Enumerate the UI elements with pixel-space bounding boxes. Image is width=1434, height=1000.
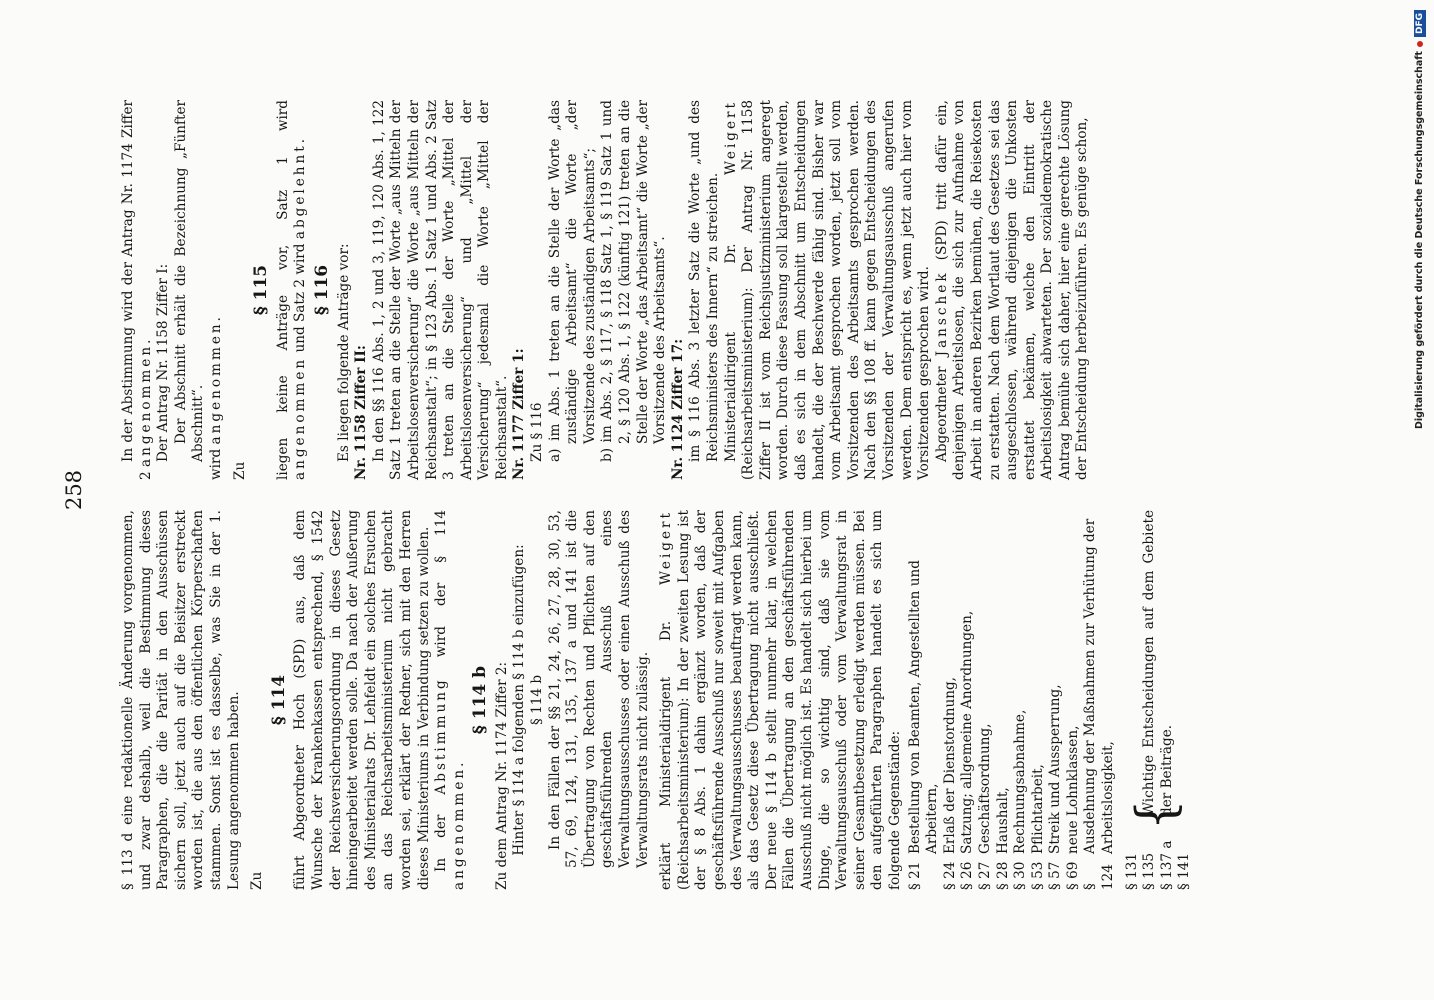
section-heading-114b: § 114 b: [470, 665, 491, 735]
paragraph: Es liegen folgende Anträge vor:: [335, 243, 352, 462]
page-number: 258: [62, 469, 86, 511]
dot-icon: [1417, 41, 1423, 47]
dfg-logo: DFG: [1414, 10, 1426, 37]
paragraph: Hinter § 114 a folgenden § 114 b einzufügen:: [511, 544, 528, 856]
paragraph: Der Antrag Nr. 1158 Ziffer I:: [155, 263, 172, 462]
list-item: b) im Abs. 2, § 117, § 118 Satz 1, § 119 Satz 1 und 2, § 120 Abs. 1, § 122 (künftig 121) treten an die Stelle der Worte „das Arbeitsamt“ die Worte „der Vorsitzende des Arbeitsamts“.: [599, 100, 669, 462]
motion-label: Nr. 1177 Ziffer 1:: [511, 348, 528, 480]
list-item: § 124 Ausdehnung der Maßnahmen zur Verhütung der Arbeitslosigkeit,: [1082, 518, 1117, 890]
section-heading-115: § 115: [251, 264, 272, 316]
brace-text: Wichtige Entscheidungen auf dem Gebiete der Beiträge.: [1141, 510, 1175, 816]
paragraph-vote: In der Abstimmung wird der § 114 angenommen.: [433, 510, 467, 890]
right-column: [120, 100, 1092, 480]
subheading: § 114 b: [529, 674, 546, 726]
list-item: § 57 Streik und Aussperrung,: [1047, 684, 1064, 890]
paragraph-list: [907, 510, 1118, 890]
section-heading-114: § 114: [268, 674, 289, 726]
paragraph: führt Abgeordneter Hoch (SPD) aus, daß dem Wunsche der Krankenkassen entsprechend, § 1542 der Reichsversicherungsordnung in dieses Gesetz hineingearbeitet werden solle. Da nach der Außerung des Ministerialrats Dr. Lehfeldt ein solches Ersuchen an das Reichsarbeitsministerium nicht gebracht worden sei, erklärt der Redner, sich mit den Herren dieses Ministeriums in Verbindung setzen zu wollen.: [292, 510, 432, 890]
quoted-paragraph: im § 116 Abs. 3 letzter Satz die Worte „und des Reichsministers des Innern“ zu streichen.: [687, 100, 721, 462]
curly-brace-icon: {: [1124, 799, 1187, 830]
zu-label: Zu: [249, 871, 266, 890]
brace-group: [1124, 510, 1194, 890]
left-column: [120, 510, 1194, 890]
quoted-paragraph: In den §§ 116 Abs. 1, 2 und 3, 119, 120 Abs. 1, 122 Satz 1 treten an die Stelle der Worte „aus Mitteln der Arbeitslosenversicherung“ die Worte „aus Mitteln der Reichsanstalt“; in § 123 Abs. 1 Satz 1 und Abs. 2 Satz 3 treten an die Stelle der Worte „Mittel der Arbeitslosenversicherung“ und „Mittel der Versicherung“ jedesmal die Worte „Mittel der Reichsanstalt“.: [370, 100, 510, 480]
list-item: § 69 neue Lohnklassen,: [1064, 725, 1081, 890]
motion-label: Nr. 1124 Ziffer 17:: [669, 338, 686, 480]
list-item: a) im Abs. 1 treten an die Stelle der Worte „das zuständige Arbeitsamt“ die Worte „der Vorsitzende des zuständigen Arbeitsamts“;: [546, 100, 598, 462]
paragraph: Zu dem Antrag Nr. 1174 Ziffer 2:: [493, 661, 510, 890]
paragraph-weigert: Ministerialdirigent Dr. Weigert (Reichsarbeitsministerium): Der Antrag Nr. 1158 Ziffer II ist vom Reichsjustizministerium angeregt worden. Durch diese Fassung soll klargestellt werden, daß es sich in dem Abschnitt um Entscheidungen handelt, die der Beschwerde fähig sind. Bisher war vom Arbeitsamt gesprochen worden, jetzt soll vom Vorsitzenden des Arbeitsamts gesprochen werden. Nach den §§ 108 ff. kann gegen Entscheidungen des Vorsitzenden der Verwaltungsausschuß angerufen werden. Dem entspricht es, wenn jetzt auch hier vom Vorsitzenden gesprochen wird.: [722, 100, 933, 480]
paragraph-vote: wird angenommen.: [207, 314, 224, 480]
section-heading-116: § 116: [311, 264, 332, 316]
list-item: § 21 Bestellung von Beamten, Angestellten und Arbeitern,: [906, 560, 941, 890]
list-item: § 24 Erlaß der Dienstordnung,: [941, 677, 958, 890]
list-item: § 30 Rechnungsabnahme,: [1012, 709, 1029, 890]
credit-text: Digitalisierung gefördert durch die Deutsche Forschungsgemeinschaft: [1414, 51, 1425, 429]
list-item: § 27 Geschäftsordnung,: [976, 723, 993, 890]
brace-numbers: § 131 § 135 § 137 a § 141: [1123, 840, 1193, 890]
list-item: § 28 Haushalt,: [994, 787, 1011, 890]
paragraph-janschek: Abgeordneter Janschek (SPD) tritt dafür ein, denjenigen Arbeitslosen, die sich zur Aufnahme von Arbeit in anderen Bezirken bemühen, die Reisekosten zu erstatten. Nach dem Wortlaut des Gesetzes sei das ausgeschlossen, während diejenigen die Unkosten erstattet bekämen, welche den Eintritt der Arbeitslosigkeit abwarteten. Der sozialdemokratische Antrag bemühe sich daher, hier eine gerechte Lösung der Entscheidung herbeizuführen. Es genüge schon,: [933, 100, 1091, 480]
paragraph: Zu § 116: [529, 402, 546, 462]
motion-label: Nr. 1158 Ziffer II:: [353, 345, 370, 480]
list-item: § 53 Pflichtarbeit,: [1029, 764, 1046, 890]
quoted-paragraph: Der Abschnitt erhält die Bezeichnung „Fünfter Abschnitt“.: [172, 100, 207, 462]
quoted-paragraph: In den Fällen der §§ 21, 24, 26, 27, 28, 30, 53, 57, 69, 124, 131, 135, 137 a und 141 ist die Übertragung von Rechten und Pflichten auf den geschäftsführenden Ausschuß eines Verwaltungsausschusses oder einen Ausschuß des Verwaltungsrats nicht zulässig.: [546, 510, 651, 868]
paragraph: § 113 d eine redaktionelle Änderung vorgenommen, und zwar deshalb, weil die Bestimmung dieses Paragraphen, die die Parität in den Ausschüssen sichern soll, jetzt auch auf die Beisitzer erstreckt worden ist, die aus den öffentlichen Körperschaften stammen. Sonst ist es dasselbe, was Sie in der 1. Lesung angenommen haben.: [120, 510, 242, 890]
paragraph-vote: liegen keine Anträge vor, Satz 1 wird angenommen und Satz 2 wird abgelehnt.: [274, 100, 309, 480]
list-item: § 26 Satzung; allgemeine Anordnungen,: [959, 610, 976, 890]
digitization-credit: [1412, 10, 1428, 990]
zu-label: Zu: [231, 461, 248, 480]
paragraph-vote: In der Abstimmung wird der Antrag Nr. 1174 Ziffer 2 angenommen.: [120, 100, 154, 480]
paragraph-weigert: erklärt Ministerialdirigent Dr. Weigert (Reichsarbeitsministerium): In der zweiten Lesung ist der § 8 Abs. 1 dahin ergänzt worden, daß der geschäftsführende Ausschuß nur soweit mit Aufgaben des Verwaltungsausschusses beauftragt werden kann, als das Gesetz diese Übertragung nicht ausschließt. Der neue § 114 b stellt nunmehr klar, in welchen Fällen die Übertragung an den geschäftsführenden Ausschuß nicht möglich ist. Es handelt sich hierbei um Dinge, die so wichtig sind, daß sie vom Verwaltungsausschuß oder vom Verwaltungsrat in seiner Gesamtbesetzung erledigt werden müssen. Bei den aufgeführten Paragraphen handelt es sich um folgende Gegenstände:: [658, 510, 903, 890]
